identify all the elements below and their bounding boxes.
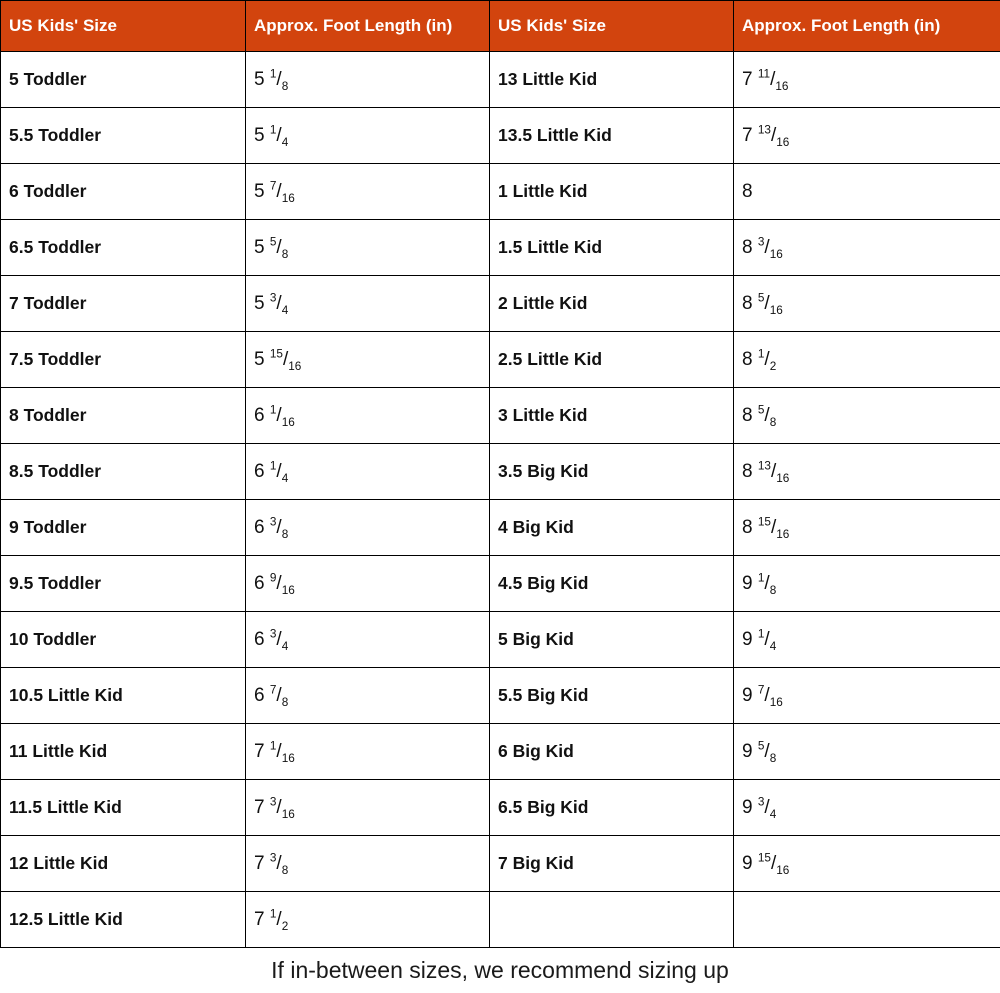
- shoe-size-cell: 6.5 Toddler: [1, 220, 246, 276]
- shoe-size-cell: [490, 892, 734, 948]
- shoe-size-cell: 10 Toddler: [1, 612, 246, 668]
- fraction: $^1/_{16}$: [269, 403, 295, 429]
- foot-length-cell: 8 $^5/_{16}$: [734, 276, 1000, 332]
- table-row: [1, 556, 1000, 612]
- fraction: $^{15}/_{16}$: [757, 851, 790, 877]
- shoe-size-cell: 5 Toddler: [1, 52, 246, 108]
- foot-length-cell: 5 $^3/_4$: [246, 276, 490, 332]
- fraction: $^5/_8$: [757, 739, 777, 765]
- shoe-size-cell: 5.5 Big Kid: [490, 668, 734, 724]
- foot-length-cell: 5 $^1/_8$: [246, 52, 490, 108]
- table-row: [1, 220, 1000, 276]
- shoe-size-cell: 7 Big Kid: [490, 836, 734, 892]
- column-header-size-left: US Kids' Size: [1, 1, 246, 52]
- table-body: [1, 52, 1000, 948]
- table-row: [1, 276, 1000, 332]
- shoe-size-cell: 13 Little Kid: [490, 52, 734, 108]
- fraction: $^3/_{16}$: [757, 235, 783, 261]
- table-row: [1, 332, 1000, 388]
- foot-length-cell: 6 $^3/_4$: [246, 612, 490, 668]
- foot-length-cell: 7 $^3/_8$: [246, 836, 490, 892]
- table-row: [1, 668, 1000, 724]
- table-row: [1, 780, 1000, 836]
- shoe-size-cell: 7.5 Toddler: [1, 332, 246, 388]
- fraction: $^5/_8$: [757, 403, 777, 429]
- foot-length-cell: 8 $^{13}/_{16}$: [734, 444, 1000, 500]
- shoe-size-cell: 9 Toddler: [1, 500, 246, 556]
- shoe-size-cell: 8.5 Toddler: [1, 444, 246, 500]
- fraction: $^1/_2$: [757, 347, 777, 373]
- foot-length-cell: [734, 892, 1000, 948]
- fraction: $^9/_{16}$: [269, 571, 295, 597]
- foot-length-cell: 7 $^3/_{16}$: [246, 780, 490, 836]
- foot-length-cell: 6 $^1/_4$: [246, 444, 490, 500]
- shoe-size-cell: 1 Little Kid: [490, 164, 734, 220]
- table-row: [1, 108, 1000, 164]
- column-header-length-left: Approx. Foot Length (in): [246, 1, 490, 52]
- shoe-size-cell: 1.5 Little Kid: [490, 220, 734, 276]
- table-row: [1, 388, 1000, 444]
- fraction: $^{11}/_{16}$: [757, 67, 789, 93]
- shoe-size-cell: 11 Little Kid: [1, 724, 246, 780]
- foot-length-cell: 5 $^1/_4$: [246, 108, 490, 164]
- fraction: $^1/_{16}$: [269, 739, 295, 765]
- fraction: $^3/_4$: [757, 795, 777, 821]
- fraction: $^1/_2$: [269, 907, 289, 933]
- shoe-size-cell: 13.5 Little Kid: [490, 108, 734, 164]
- fraction: $^1/_4$: [757, 627, 777, 653]
- foot-length-cell: 7 $^1/_2$: [246, 892, 490, 948]
- fraction: $^1/_4$: [269, 459, 289, 485]
- shoe-size-cell: 2.5 Little Kid: [490, 332, 734, 388]
- shoe-size-cell: 3.5 Big Kid: [490, 444, 734, 500]
- column-header-size-right: US Kids' Size: [490, 1, 734, 52]
- fraction: $^{13}/_{16}$: [757, 459, 790, 485]
- header-row: [1, 1, 1000, 52]
- shoe-size-cell: 6 Toddler: [1, 164, 246, 220]
- shoe-size-cell: 7 Toddler: [1, 276, 246, 332]
- table-row: [1, 52, 1000, 108]
- foot-length-cell: 9 $^1/_4$: [734, 612, 1000, 668]
- foot-length-cell: 9 $^{15}/_{16}$: [734, 836, 1000, 892]
- table-row: [1, 892, 1000, 948]
- shoe-size-cell: 2 Little Kid: [490, 276, 734, 332]
- foot-length-cell: 6 $^1/_{16}$: [246, 388, 490, 444]
- fraction: $^7/_{16}$: [269, 179, 295, 205]
- shoe-size-cell: 12.5 Little Kid: [1, 892, 246, 948]
- shoe-size-cell: 11.5 Little Kid: [1, 780, 246, 836]
- foot-length-cell: 8 $^{15}/_{16}$: [734, 500, 1000, 556]
- foot-length-cell: 8 $^3/_{16}$: [734, 220, 1000, 276]
- sizing-note: If in-between sizes, we recommend sizing up: [271, 957, 729, 983]
- foot-length-cell: 7 $^1/_{16}$: [246, 724, 490, 780]
- shoe-size-cell: 12 Little Kid: [1, 836, 246, 892]
- table-row: [1, 164, 1000, 220]
- foot-length-cell: 9 $^3/_4$: [734, 780, 1000, 836]
- shoe-size-cell: 3 Little Kid: [490, 388, 734, 444]
- fraction: $^3/_8$: [269, 515, 289, 541]
- table-row: [1, 444, 1000, 500]
- table-row: [1, 500, 1000, 556]
- fraction: $^3/_4$: [269, 291, 289, 317]
- shoe-size-cell: 5 Big Kid: [490, 612, 734, 668]
- foot-length-cell: 8: [734, 164, 1000, 220]
- fraction: $^3/_4$: [269, 627, 289, 653]
- foot-length-cell: 9 $^7/_{16}$: [734, 668, 1000, 724]
- shoe-size-cell: 10.5 Little Kid: [1, 668, 246, 724]
- foot-length-cell: 7 $^{13}/_{16}$: [734, 108, 1000, 164]
- shoe-size-cell: 6.5 Big Kid: [490, 780, 734, 836]
- shoe-size-cell: 9.5 Toddler: [1, 556, 246, 612]
- foot-length-cell: 9 $^1/_8$: [734, 556, 1000, 612]
- fraction: $^1/_8$: [757, 571, 777, 597]
- shoe-size-cell: 4 Big Kid: [490, 500, 734, 556]
- shoe-size-cell: 5.5 Toddler: [1, 108, 246, 164]
- foot-length-cell: 5 $^{15}/_{16}$: [246, 332, 490, 388]
- foot-length-cell: 8 $^5/_8$: [734, 388, 1000, 444]
- shoe-size-cell: 4.5 Big Kid: [490, 556, 734, 612]
- fraction: $^{15}/_{16}$: [757, 515, 790, 541]
- shoe-size-cell: 8 Toddler: [1, 388, 246, 444]
- foot-length-cell: 5 $^7/_{16}$: [246, 164, 490, 220]
- fraction: $^3/_{16}$: [269, 795, 295, 821]
- foot-length-cell: 6 $^9/_{16}$: [246, 556, 490, 612]
- foot-length-cell: 7 $^{11}/_{16}$: [734, 52, 1000, 108]
- fraction: $^{15}/_{16}$: [269, 347, 302, 373]
- table-row: [1, 724, 1000, 780]
- shoe-size-cell: 6 Big Kid: [490, 724, 734, 780]
- fraction: $^{13}/_{16}$: [757, 123, 790, 149]
- foot-length-cell: 6 $^3/_8$: [246, 500, 490, 556]
- fraction: $^3/_8$: [269, 851, 289, 877]
- foot-length-cell: 6 $^7/_8$: [246, 668, 490, 724]
- foot-length-cell: 8 $^1/_2$: [734, 332, 1000, 388]
- table-row: [1, 612, 1000, 668]
- table-header: [1, 1, 1000, 52]
- fraction: $^1/_4$: [269, 123, 289, 149]
- column-header-length-right: Approx. Foot Length (in): [734, 1, 1000, 52]
- fraction: $^7/_{16}$: [757, 683, 783, 709]
- fraction: $^7/_8$: [269, 683, 289, 709]
- foot-length-cell: 9 $^5/_8$: [734, 724, 1000, 780]
- fraction: $^5/_8$: [269, 235, 289, 261]
- table-row: [1, 836, 1000, 892]
- fraction: $^5/_{16}$: [757, 291, 783, 317]
- foot-length-cell: 5 $^5/_8$: [246, 220, 490, 276]
- fraction: $^1/_8$: [269, 67, 289, 93]
